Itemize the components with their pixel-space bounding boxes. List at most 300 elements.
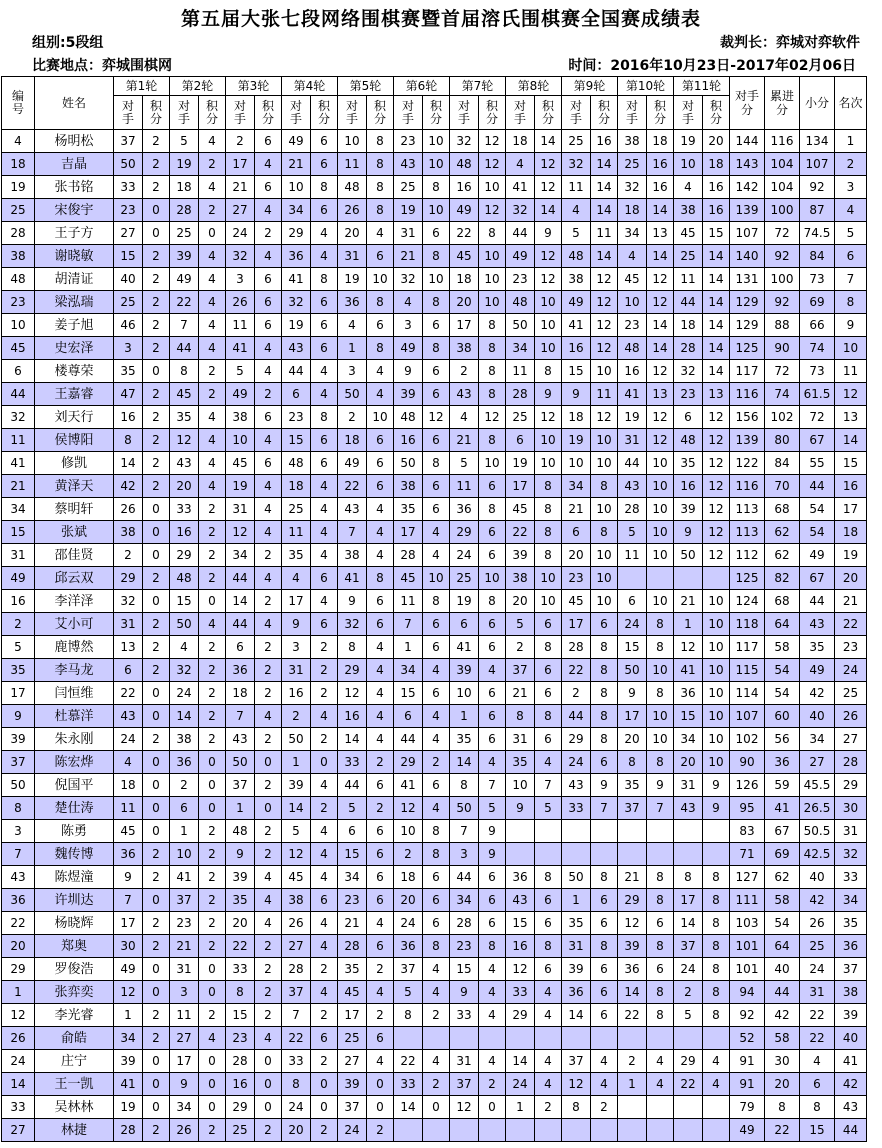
cell-opponent: 14 [226,590,255,613]
cell-points: 8 [311,268,338,291]
cell-points: 4 [199,268,226,291]
cell-opponent: 2 [226,130,255,153]
cell-points: 10 [703,705,730,728]
cell-points [647,843,674,866]
cell-points: 12 [479,130,506,153]
cell-points: 10 [535,567,562,590]
cell-opponent: 34 [674,728,703,751]
cell-opponent: 17 [226,153,255,176]
cell-opponent: 12 [506,958,535,981]
cell-points: 2 [311,728,338,751]
cell-opponent: 36 [394,935,423,958]
cell-name: 张书铭 [35,176,114,199]
cell-number: 48 [2,268,35,291]
cell-opponent: 17 [282,590,311,613]
cell-points: 8 [423,820,450,843]
cell-points: 2 [143,314,170,337]
cell-opponent: 33 [170,498,199,521]
cell-points: 2 [199,682,226,705]
cell-small-score: 54 [800,521,835,544]
cell-small-score: 43 [800,613,835,636]
cell-opponent: 35 [114,360,143,383]
cell-opponent: 21 [226,176,255,199]
cell-points: 2 [591,1096,618,1119]
cell-number: 39 [2,728,35,751]
cell-opponent: 24 [394,912,423,935]
cell-points: 4 [367,981,394,1004]
cell-opponent: 37 [394,958,423,981]
table-row [2,1096,867,1119]
cell-points: 6 [367,820,394,843]
cell-opponent: 18 [170,176,199,199]
cell-opponent: 36 [114,843,143,866]
cell-cumulative: 22 [765,1119,800,1142]
cell-opponent: 20 [394,889,423,912]
cell-opponent-score: 115 [730,659,765,682]
cell-opponent: 4 [562,199,591,222]
cell-cumulative: 8 [765,1096,800,1119]
cell-points: 8 [479,314,506,337]
cell-opponent: 1 [562,889,591,912]
cell-points [703,820,730,843]
cell-rank: 20 [835,567,867,590]
cell-opponent: 23 [506,268,535,291]
cell-opponent: 15 [394,682,423,705]
cell-points: 4 [311,590,338,613]
venue-label: 比赛地点：弈城围棋网 [32,58,172,74]
cell-opponent: 39 [282,774,311,797]
cell-points: 2 [143,291,170,314]
cell-opponent: 44 [562,705,591,728]
cell-opponent: 16 [226,1073,255,1096]
cell-points: 14 [591,245,618,268]
cell-opponent: 15 [226,1004,255,1027]
cell-points [647,820,674,843]
cell-cumulative: 58 [765,1027,800,1050]
cell-opponent: 37 [674,935,703,958]
cell-points: 14 [535,199,562,222]
cell-opponent: 43 [506,889,535,912]
cell-opponent: 35 [226,889,255,912]
cell-small-score: 54 [800,498,835,521]
cell-points: 2 [199,567,226,590]
cell-opponent [674,1027,703,1050]
table-row [2,498,867,521]
cell-name: 林捷 [35,1119,114,1142]
cell-rank: 10 [835,337,867,360]
cell-opponent-score: 126 [730,774,765,797]
cell-opponent: 45 [114,820,143,843]
header-round-9: 第9轮 [562,77,618,96]
cell-points: 14 [591,199,618,222]
cell-rank: 28 [835,751,867,774]
cell-points: 2 [367,797,394,820]
cell-opponent: 5 [674,1004,703,1027]
cell-opponent: 49 [282,130,311,153]
cell-opponent: 18 [618,199,647,222]
cell-opponent: 28 [114,1119,143,1142]
cell-points: 10 [591,498,618,521]
cell-points: 2 [255,935,282,958]
header-round-1: 第1轮 [114,77,170,96]
header-points: 积分 [647,96,674,130]
cell-opponent: 36 [618,958,647,981]
cell-points: 2 [311,682,338,705]
cell-number: 7 [2,843,35,866]
cell-points: 2 [367,751,394,774]
cell-points [591,843,618,866]
cell-opponent: 36 [338,291,367,314]
cell-points: 2 [199,866,226,889]
cell-opponent: 49 [338,452,367,475]
cell-opponent: 25 [674,245,703,268]
cell-opponent [674,567,703,590]
cell-points: 6 [479,475,506,498]
cell-opponent: 23 [282,406,311,429]
cell-number: 43 [2,866,35,889]
cell-name: 蔡明轩 [35,498,114,521]
cell-cumulative: 100 [765,268,800,291]
cell-points: 4 [367,222,394,245]
cell-opponent: 1 [450,705,479,728]
cell-points: 4 [703,1073,730,1096]
cell-small-score: 42 [800,682,835,705]
cell-opponent: 17 [114,912,143,935]
cell-small-score: 24 [800,958,835,981]
cell-opponent: 15 [114,245,143,268]
cell-opponent: 6 [114,659,143,682]
cell-opponent-score: 139 [730,429,765,452]
cell-opponent: 23 [338,889,367,912]
cell-opponent: 21 [394,245,423,268]
cell-points: 4 [703,1050,730,1073]
cell-points: 8 [647,981,674,1004]
cell-small-score: 4 [800,1050,835,1073]
cell-points: 12 [535,176,562,199]
header-opponent: 对手 [450,96,479,130]
cell-number: 49 [2,567,35,590]
cell-points: 4 [311,774,338,797]
cell-points: 4 [591,1050,618,1073]
cell-opponent: 45 [394,567,423,590]
cell-opponent: 38 [450,337,479,360]
cell-opponent: 39 [338,1073,367,1096]
cell-points: 4 [255,245,282,268]
cell-cumulative: 72 [765,360,800,383]
cell-points: 6 [647,958,674,981]
cell-opponent: 29 [282,222,311,245]
cell-points: 8 [703,981,730,1004]
cell-cumulative: 69 [765,843,800,866]
cell-cumulative: 60 [765,705,800,728]
cell-opponent: 34 [618,222,647,245]
cell-points [703,1119,730,1142]
cell-opponent: 22 [562,659,591,682]
cell-opponent: 45 [226,452,255,475]
cell-points: 2 [143,1004,170,1027]
cell-points: 2 [255,981,282,1004]
cell-opponent: 21 [506,682,535,705]
cell-name: 许圳达 [35,889,114,912]
cell-points: 4 [311,475,338,498]
cell-opponent: 4 [674,176,703,199]
cell-opponent: 19 [282,314,311,337]
cell-points: 8 [535,866,562,889]
cell-points: 12 [591,291,618,314]
cell-opponent: 39 [674,498,703,521]
cell-opponent: 17 [338,1004,367,1027]
cell-points: 2 [199,383,226,406]
cell-points: 10 [423,130,450,153]
cell-opponent: 45 [674,222,703,245]
cell-cumulative: 104 [765,176,800,199]
cell-opponent: 27 [170,1027,199,1050]
cell-points: 8 [647,1004,674,1027]
cell-opponent: 24 [506,1073,535,1096]
cell-opponent: 26 [226,291,255,314]
cell-opponent: 9 [506,797,535,820]
cell-opponent: 43 [674,797,703,820]
cell-opponent: 49 [450,199,479,222]
cell-rank: 39 [835,1004,867,1027]
cell-opponent: 22 [338,475,367,498]
cell-points [703,843,730,866]
cell-points [423,1027,450,1050]
cell-opponent: 38 [226,406,255,429]
cell-opponent: 36 [450,498,479,521]
table-row [2,958,867,981]
cell-rank: 27 [835,728,867,751]
cell-points: 0 [199,751,226,774]
cell-points: 6 [255,176,282,199]
cell-opponent: 31 [674,774,703,797]
cell-rank: 21 [835,590,867,613]
cell-opponent: 23 [394,130,423,153]
cell-points: 0 [143,958,170,981]
cell-opponent: 44 [674,291,703,314]
cell-opponent: 4 [338,314,367,337]
cell-opponent: 36 [226,659,255,682]
cell-number: 23 [2,291,35,314]
cell-points: 4 [423,958,450,981]
cell-cumulative: 84 [765,452,800,475]
cell-opponent: 5 [170,130,199,153]
cell-opponent: 29 [226,1096,255,1119]
cell-opponent: 50 [170,613,199,636]
cell-rank: 33 [835,866,867,889]
cell-opponent: 34 [170,1096,199,1119]
cell-opponent [394,1119,423,1142]
cell-points: 8 [479,337,506,360]
cell-opponent: 29 [618,889,647,912]
cell-points: 14 [647,199,674,222]
cell-points: 4 [255,912,282,935]
cell-opponent: 32 [338,613,367,636]
cell-points: 8 [367,567,394,590]
cell-opponent: 23 [114,199,143,222]
cell-points: 16 [647,176,674,199]
cell-opponent: 6 [226,636,255,659]
cell-opponent: 36 [506,866,535,889]
cell-points: 9 [647,774,674,797]
cell-opponent: 24 [282,1096,311,1119]
cell-opponent: 41 [674,659,703,682]
cell-points: 8 [703,912,730,935]
cell-opponent: 42 [114,475,143,498]
cell-points: 10 [423,567,450,590]
cell-cumulative: 42 [765,1004,800,1027]
cell-points: 10 [591,544,618,567]
cell-points: 10 [535,291,562,314]
cell-number: 12 [2,1004,35,1027]
cell-name: 张弈奕 [35,981,114,1004]
cell-opponent [618,1027,647,1050]
cell-points: 6 [423,636,450,659]
cell-opponent: 29 [506,1004,535,1027]
cell-opponent: 37 [282,981,311,1004]
cell-points: 6 [591,751,618,774]
cell-points: 12 [591,337,618,360]
cell-opponent: 18 [506,130,535,153]
table-row [2,337,867,360]
cell-points: 4 [367,636,394,659]
cell-points: 6 [591,958,618,981]
cell-opponent: 41 [618,383,647,406]
header-points: 积分 [479,96,506,130]
cell-opponent: 2 [114,544,143,567]
cell-opponent: 17 [170,1050,199,1073]
cell-number: 5 [2,636,35,659]
cell-opponent-score: 143 [730,153,765,176]
cell-opponent: 24 [562,751,591,774]
cell-opponent: 24 [170,682,199,705]
cell-points: 6 [367,843,394,866]
cell-points: 2 [255,544,282,567]
cell-opponent: 8 [114,429,143,452]
cell-points: 10 [423,199,450,222]
cell-opponent: 32 [114,590,143,613]
cell-rank: 7 [835,268,867,291]
cell-opponent: 10 [450,682,479,705]
cell-points: 2 [255,958,282,981]
header-row-rounds [2,77,867,96]
table-row [2,797,867,820]
cell-points: 2 [423,1004,450,1027]
cell-opponent: 48 [226,820,255,843]
cell-points: 10 [479,176,506,199]
cell-points: 2 [199,820,226,843]
cell-opponent: 28 [226,1050,255,1073]
cell-points: 6 [479,866,506,889]
cell-rank: 23 [835,636,867,659]
cell-opponent: 2 [170,774,199,797]
cell-opponent: 37 [338,1096,367,1119]
cell-points: 2 [311,1004,338,1027]
header-opponent: 对手 [394,96,423,130]
cell-opponent: 14 [282,797,311,820]
cell-opponent: 33 [450,1004,479,1027]
cell-opponent: 6 [674,406,703,429]
cell-points: 2 [199,636,226,659]
cell-opponent: 33 [114,176,143,199]
cell-opponent: 13 [114,636,143,659]
cell-name: 鹿博然 [35,636,114,659]
cell-opponent: 19 [226,475,255,498]
cell-opponent-score: 103 [730,912,765,935]
cell-opponent: 38 [394,475,423,498]
cell-points: 12 [647,429,674,452]
header-round-11: 第11轮 [674,77,730,96]
cell-opponent-score: 95 [730,797,765,820]
cell-points: 6 [311,337,338,360]
cell-opponent: 3 [170,981,199,1004]
cell-opponent: 11 [506,360,535,383]
cell-points: 4 [255,866,282,889]
cell-opponent: 8 [170,360,199,383]
cell-points: 6 [367,452,394,475]
cell-points: 9 [703,797,730,820]
header-opponent: 对手 [282,96,311,130]
cell-points: 4 [479,659,506,682]
table-row [2,245,867,268]
cell-cumulative: 54 [765,659,800,682]
cell-opponent: 37 [618,797,647,820]
cell-opponent: 17 [394,521,423,544]
cell-points: 4 [479,958,506,981]
cell-rank: 1 [835,130,867,153]
cell-points: 4 [423,705,450,728]
cell-points: 4 [591,1073,618,1096]
cell-opponent-score: 101 [730,935,765,958]
cell-points: 10 [703,728,730,751]
cell-cumulative: 68 [765,590,800,613]
cell-opponent: 43 [338,498,367,521]
cell-opponent [674,843,703,866]
cell-points: 4 [311,383,338,406]
cell-points: 2 [199,1004,226,1027]
table-row [2,475,867,498]
cell-opponent: 25 [506,406,535,429]
cell-points: 6 [647,912,674,935]
cell-opponent: 28 [394,544,423,567]
cell-points: 4 [199,452,226,475]
cell-opponent: 14 [506,1050,535,1073]
header-opponent: 对手 [170,96,199,130]
cell-opponent: 2 [338,406,367,429]
cell-points: 6 [255,130,282,153]
cell-opponent: 35 [674,452,703,475]
cell-points: 10 [479,291,506,314]
cell-opponent [506,820,535,843]
cell-number: 18 [2,153,35,176]
cell-opponent: 29 [394,751,423,774]
cell-opponent: 14 [114,452,143,475]
cell-opponent: 43 [114,705,143,728]
table-row [2,751,867,774]
cell-number: 32 [2,406,35,429]
cell-opponent: 1 [394,636,423,659]
cell-points: 4 [423,981,450,1004]
cell-opponent: 8 [618,751,647,774]
cell-opponent: 34 [506,337,535,360]
cell-opponent: 3 [282,636,311,659]
cell-opponent: 27 [114,222,143,245]
cell-cumulative: 88 [765,314,800,337]
cell-name: 黄泽天 [35,475,114,498]
cell-opponent: 20 [226,912,255,935]
cell-points: 10 [367,268,394,291]
cell-opponent: 9 [338,590,367,613]
